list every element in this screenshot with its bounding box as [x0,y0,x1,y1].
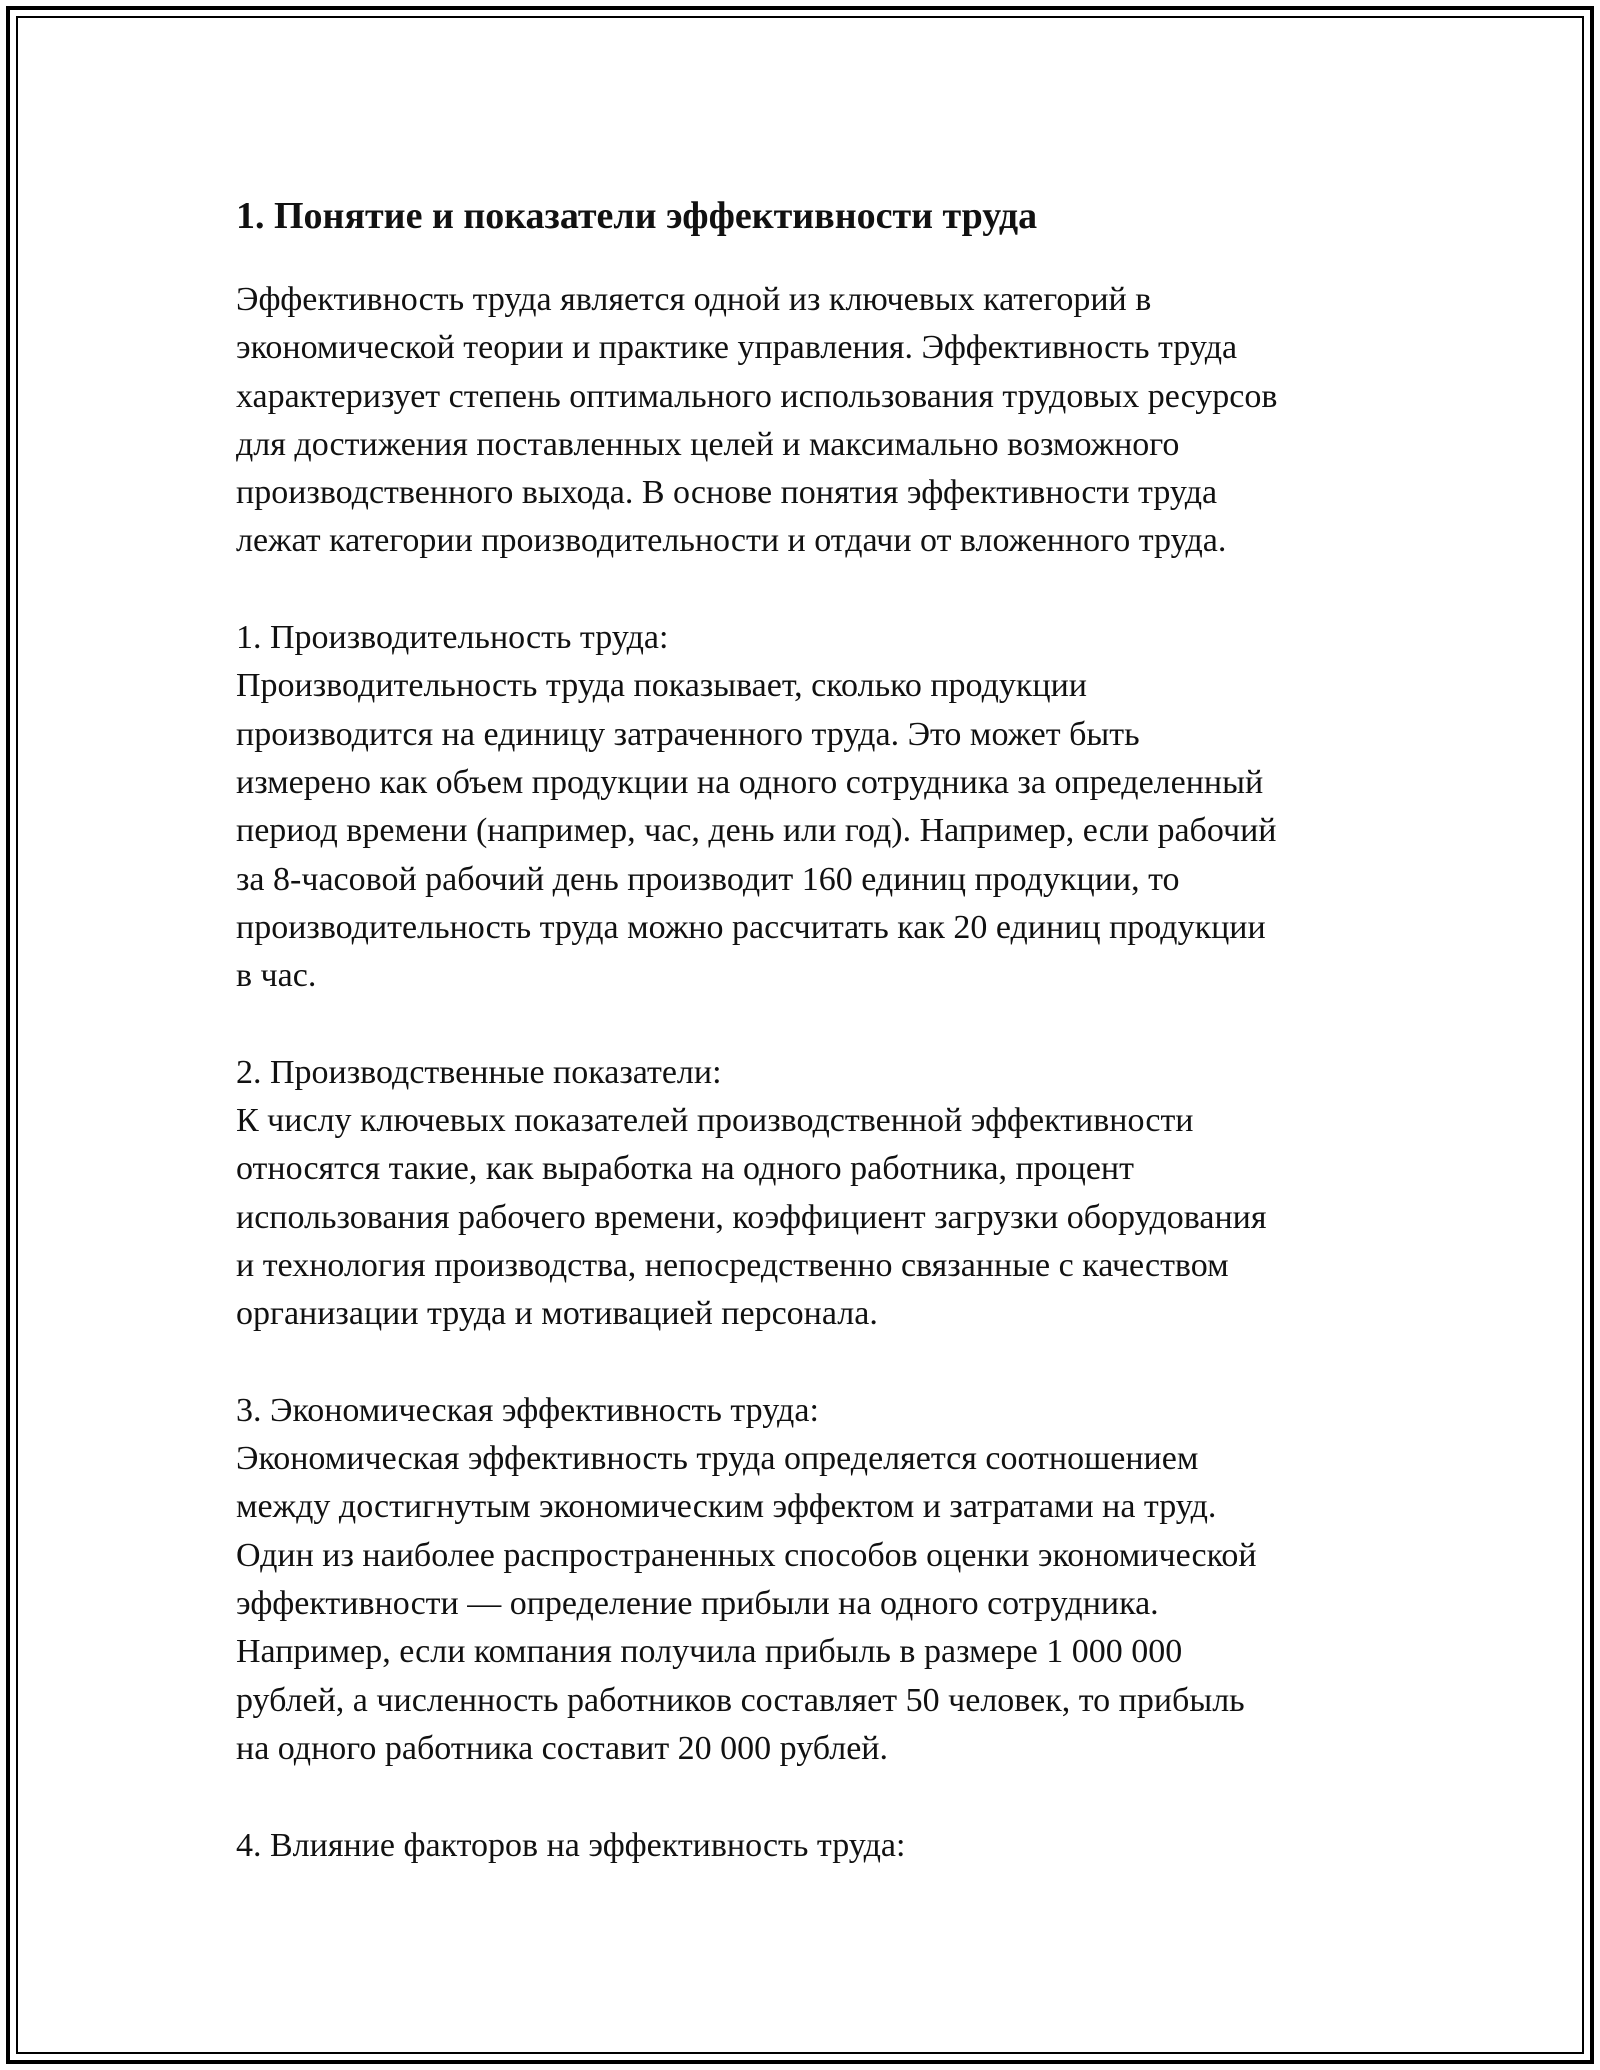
section-heading: 3. Экономическая эффективность труда: [236,1391,819,1429]
paragraph-gap [236,1773,1386,1821]
section-heading: 1. Производительность труда: [236,619,669,657]
paragraph-gap [236,1000,1386,1048]
section-heading: 2. Производственные показатели: [236,1053,722,1091]
section-body: Экономическая эффективность труда определяется соотношением между достигнутым экономическим эффектом и затратами на труд. Один из наиболее распространенных способов оценки экономической эффективности — определение прибыли на одного сотрудника. Например, если компания получила прибыль в размере 1 000 000 рублей, а численность работников составляет 50 человек, то прибыль на одного работника составит 20 000 рублей. [236,1440,1257,1767]
section-heading: 4. Влияние факторов на эффективность труда: [236,1826,906,1864]
paragraph-gap [236,566,1386,614]
section-body: Производительность труда показывает, сколько продукции производится на единицу затраченного труда. Это может быть измерено как объем продукции на одного сотрудника за определенный период времени (например, час, день или год). Например, если рабочий за 8-часовой рабочий день производит 160 единиц продукции, то производительность труда можно рассчитать как 20 единиц продукции в час. [236,667,1277,995]
intro-paragraph: Эффективность труда является одной из ключевых категорий в экономической теории и практике управления. Эффективность труда характеризует степень оптимального использования трудовых ресурсов для достижения поставленных целей и максимально возможного производственного выхода. В основе понятия эффективности труда лежат категории производительности и отдачи от вложенного труда. [236,281,1278,560]
section-body: К числу ключевых показателей производственной эффективности относятся такие, как выработка на одного работника, процент использования рабочего времени, коэффициент загрузки оборудования и технология производства, непосредственно связанные с качеством организации труда и мотивацией персонала. [236,1102,1267,1333]
section-production-indicators [236,1049,1386,1339]
section-productivity [236,614,1386,1000]
paragraph-gap [236,1339,1386,1387]
page-title: 1. Понятие и показатели эффективности труда [236,195,1038,237]
section-factors [236,1822,1386,1870]
document-body [236,180,1386,1870]
section-economic-efficiency [236,1387,1386,1773]
